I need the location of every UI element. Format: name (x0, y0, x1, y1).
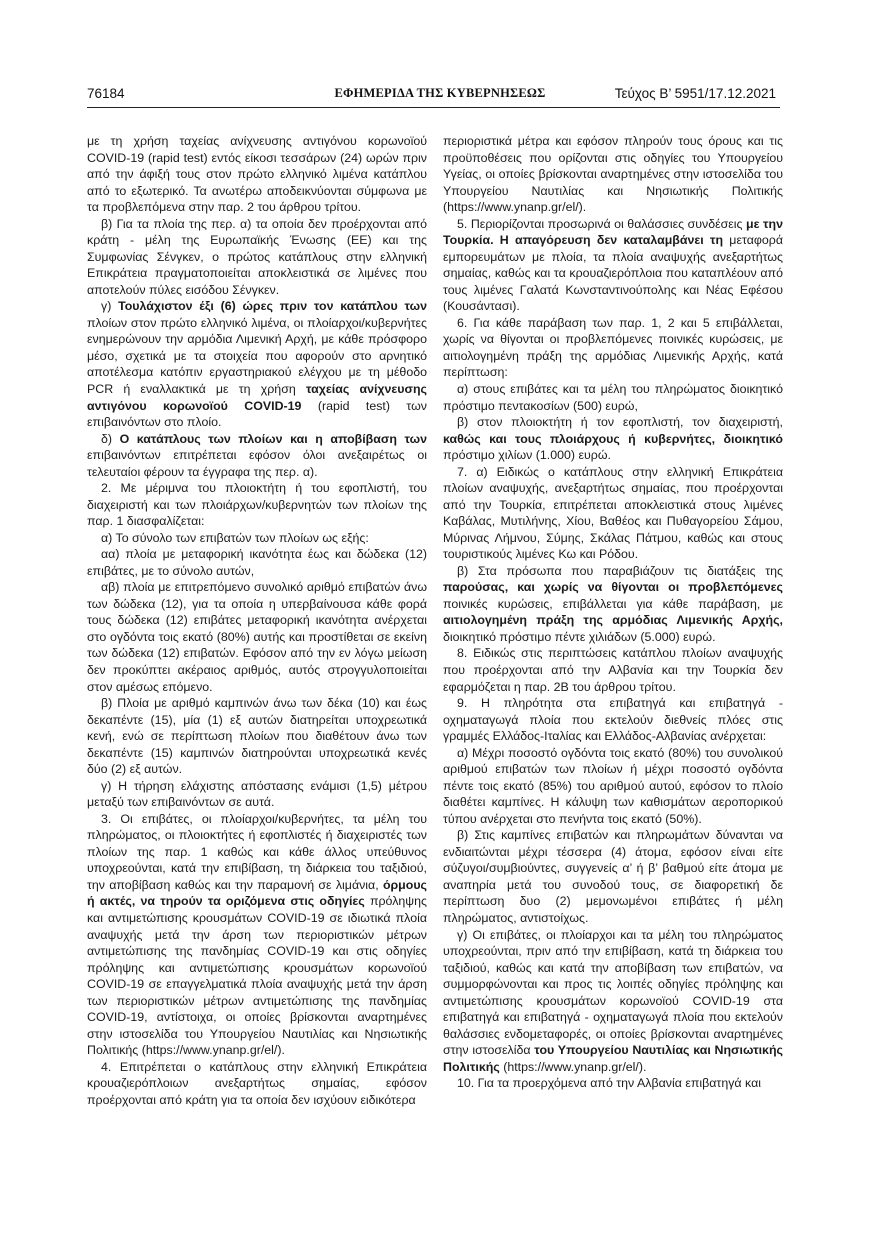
paragraph: αα) πλοία με μεταφορική ικανότητα έως και δώδεκα (12) επιβάτες, με το σύνολο αυτών, (87, 547, 427, 578)
bold-text: Τουλάχιστον έξι (6) ώρες πριν τον κατάπλου των (118, 299, 427, 314)
text-run: (https://www.ynanp.gr/el/). (499, 1059, 647, 1074)
bold-text: καθώς και τους πλοιάρχους ή κυβερνήτες, διοικητικό (443, 431, 783, 446)
paragraph: β) Για τα πλοία της περ. α) τα οποία δεν προέρχονται από κράτη - μέλη της Ευρωπαϊκής Ένωσης (ΕΕ) και της Συμφωνίας Σένγκεν, ο πρώτος κατάπλους στην ελληνική Επικράτεια πραγματοποιείται αποκλειστικά σε λιμένες που αποτελούν πύλες εισόδου Σένγκεν. (87, 216, 427, 297)
header-divider (87, 107, 780, 108)
page-number: 76184 (87, 86, 125, 101)
text-run: επιβαινόντων επιτρέπεται εφόσον όλοι ανεξαιρέτως οι τελευταίοι φέρουν τα έγγραφα της περ. α). (87, 448, 427, 479)
paragraph: α) Μέχρι ποσοστό ογδόντα τοις εκατό (80%) του συνολικού αριθμού επιβατών των πλοίων ή μέχρι ποσοστό ογδόντα πέντε τοις εκατό (85%) του αριθμού αυτού, εφόσον το πλοίο διαθέτει καμπίνες. Η κάλυψη των καθισμάτων αεροπορικού τύπου ανέρχεται στο πενήντα τοις εκατό (50%). (443, 745, 783, 826)
issue-number: Τεύχος Β’ 5951/17.12.2021 (614, 86, 776, 101)
text-run: πρόστιμο χιλίων (1.000) ευρώ. (443, 448, 611, 463)
paragraph: 2. Με μέριμνα του πλοιοκτήτη ή του εφοπλιστή, του διαχειριστή και των πλοιάρχων/κυβερνητών των πλοίων της παρ. 1 διασφαλίζεται: (87, 481, 427, 529)
paragraph: 8. Ειδικώς στις περιπτώσεις κατάπλου πλοίων αναψυχής που προέρχονται από την Αλβανία και την Τουρκία δεν εφαρμόζεται η παρ. 2Β του άρθρου τρίτου. (443, 646, 783, 694)
paragraph: 7. α) Ειδικώς ο κατάπλους στην ελληνική Επικράτεια πλοίων αναψυχής, ανεξαρτήτως σημαίας, που προέρχονται από την Τουρκία, επιτρέπεται αποκλειστικά στους λιμένες Καβάλας, Μυτιλήνης, Χίου, Βαθέος και Πυθαγορείου Σάμου, Μύρινας Λήμνου, Σύμης, Σκάλας Πάτμου, καθώς και στους τουριστικούς λιμένες Κω και Ρόδου. (443, 464, 783, 562)
paragraph: 6. Για κάθε παράβαση των παρ. 1, 2 και 5 επιβάλλεται, χωρίς να θίγονται οι προβλεπόμενες ποινικές κυρώσεις, με αιτιολογημένη πράξη της αρμόδιας Λιμενικής Αρχής, κατά περίπτωση: (443, 315, 783, 380)
text-run: ποινικές κυρώσεις, επιβάλλεται για κάθε παράβαση, με (443, 596, 783, 611)
text-run: διοικητικό πρόστιμο πέντε χιλιάδων (5.000) ευρώ. (443, 629, 716, 644)
text-run: γ) Οι επιβάτες, οι πλοίαρχοι και τα μέλη του πληρώματος υποχρεούνται, πριν από την επιβίβαση, κατά τη διάρκεια του ταξιδιού, καθώς και κατά την αποβίβαση των επιβατών, να συμμορφώνονται και προς τις λοιπές οδηγίες πρόληψης και αντιμετώπισης κρουσμάτων κορωνοϊού COVID-19 στα επιβατηγά και επιβατηγά - οχηματαγωγά πλοία που εκτελούν θαλάσσιες ενδομεταφορές, οι οποίες βρίσκονται αναρτημένες στην ιστοσελίδα (443, 927, 783, 1058)
bold-text: αιτιολογημένη πράξη της αρμόδιας Λιμενικής Αρχής, (443, 613, 783, 628)
paragraph (443, 216, 783, 315)
paragraph: 9. Η πληρότητα στα επιβατηγά και επιβατηγά - οχηματαγωγά πλοία που εκτελούν διεθνείς πλόες στις γραμμές Ελλάδος-Ιταλίας και Ελλάδος-Αλβανίας ανέρχεται: (443, 696, 783, 744)
text-run: πλοίων στον πρώτο ελληνικό λιμένα, οι πλοίαρχοι/κυβερνήτες ενημερώνουν την αρμόδια Λιμενική Αρχή, με κάθε πρόσφορο μέσο, σχετικά με τα στοιχεία που αφορούν στο αρνητικό αποτέλεσμα κατόπιν εργαστηριακού ελέγχου με τη μέθοδο PCR ή εναλλακτικά με τη χρήση (87, 315, 427, 396)
text-run: μεταφορά εμπορευμάτων με πλοία, τα πλοία αναψυχής ανεξαρτήτως σημαίας, καθώς και τα κρουαζιερόπλοια που καταπλέουν από τους λιμένες Γαλατά Κωνσταντινούπολης και Νέας Εφέσου (Κουσάντασι). (443, 233, 783, 314)
bold-text: όρμους ή ακτές, να τηρούν τα οριζόμενα στις οδηγίες (87, 877, 427, 909)
left-column (87, 133, 427, 1108)
text-run: δ) (101, 431, 120, 446)
paragraph: β) Πλοία με αριθμό καμπινών άνω των δέκα (10) και έως δεκαπέντε (15), μία (1) εξ αυτών διατηρείται υποχρεωτικά κενή, ενώ σε περίπτωση πλοίων που διαθέτουν άνω των δεκαπέντε (15) καμπινών διατηρούνται υποχρεωτικά κενές δύο (2) εξ αυτών. (87, 696, 427, 777)
paragraph (87, 431, 427, 481)
paragraph (443, 927, 783, 1076)
bold-text: με την Τουρκία. Η απαγόρευση δεν καταλαμβάνει τη (443, 216, 783, 248)
text-run: 5. Περιορίζονται προσωρινά οι θαλάσσιες συνδέσεις (457, 216, 747, 231)
paragraph (443, 563, 783, 646)
text-run: β) Στα πρόσωπα που παραβιάζουν τις διατάξεις της (457, 563, 783, 578)
bold-text: παρούσας, και χωρίς να θίγονται οι προβλεπόμενες (443, 580, 783, 595)
text-run: (rapid test) των επιβαινόντων στο πλοίο. (87, 398, 427, 430)
bold-text: του Υπουργείου Ναυτιλίας και Νησιωτικής Πολιτικής (443, 1043, 783, 1074)
text-run: πρόληψης και αντιμετώπισης κρουσμάτων COVID-19 σε ιδιωτικά πλοία αναψυχής μετά την άρση των περιοριστικών μέτρων αντιμετώπισης της πανδημίας COVID-19 και στις οδηγίες πρόληψης και αντιμετώπισης κρουσμάτων κορωνοϊού COVID-19 σε επαγγελματικά πλοία αναψυχής μετά την άρση των περιοριστικών μέτρων αντιμετώπισης της πανδημίας COVID-19, αντίστοιχα, οι οποίες βρίσκονται αναρτημένες στην ιστοσελίδα του Υπουργείου Ναυτιλίας και Νησιωτικής Πολιτικής (https://www.ynanp.gr/el/). (87, 894, 427, 1058)
paragraph: γ) Η τήρηση ελάχιστης απόστασης ενάμισι (1,5) μέτρου μεταξύ των επιβαινόντων σε αυτά. (87, 778, 427, 810)
paragraph: 10. Για τα προερχόμενα από την Αλβανία επιβατηγά και (457, 1076, 761, 1091)
paragraph: αβ) πλοία με επιτρεπόμενο συνολικό αριθμό επιβατών άνω των δώδεκα (12), για τα οποία η υπερβαίνουσα κάθε φορά τους δώδεκα (12) επιβάτες μεταφορική ικανότητα ανέρχεται στο ογδόντα τοις εκατό (80%) αυτής και προστίθεται σε εκείνη των δώδεκα (12) επιβατών. Εφόσον από την εν λόγω μείωση δεν προκύπτει ακέραιος αριθμός, αυτός στρογγυλοποιείται στον αμέσως επόμενο. (87, 580, 427, 694)
paragraph: 4. Επιτρέπεται ο κατάπλους στην ελληνική Επικράτεια κρουαζιερόπλοιων ανεξαρτήτως σημαίας, εφόσον προέρχονται από κράτη για τα οποία δεν ισχύουν ειδικότερα (87, 1059, 427, 1107)
text-run: 3. Οι επιβάτες, οι πλοίαρχοι/κυβερνήτες, τα μέλη του πληρώματος, οι πλοιοκτήτες ή εφοπλιστές ή διαχειριστές των πλοίων της παρ. 1 καθώς και κάθε άλλος υπεύθυνος υποχρεούνται, κατά την επιβίβαση, τη διάρκεια του ταξιδιού, την αποβίβαση καθώς και την παραμονή σε λιμάνια, (87, 811, 427, 892)
paragraph (87, 298, 427, 430)
right-column (443, 133, 783, 1092)
paragraph (87, 811, 427, 1059)
text-run: β) στον πλοιοκτήτη ή τον εφοπλιστή, τον διαχειριστή, (457, 415, 783, 430)
text-run: γ) (101, 299, 119, 314)
gazette-title: ΕΦΗΜΕΡΙΔΑ ΤΗΣ ΚΥΒΕΡΝΗΣΕΩΣ (334, 86, 546, 100)
paragraph: περιοριστικά μέτρα και εφόσον πληρούν τους όρους και τις προϋποθέσεις που ορίζονται στις οδηγίες του Υπουργείου Υγείας, οι οποίες βρίσκονται αναρτημένες στην ιστοσελίδα του Υπουργείου Ναυτιλίας και Νησιωτικής Πολιτικής (https://www.ynanp.gr/el/). (443, 134, 783, 215)
paragraph: α) Το σύνολο των επιβατών των πλοίων ως εξής: (101, 530, 369, 545)
paragraph: α) στους επιβάτες και τα μέλη του πληρώματος διοικητικό πρόστιμο πεντακοσίων (500) ευρώ, (443, 381, 783, 413)
paragraph: με τη χρήση ταχείας ανίχνευσης αντιγόνου κορωνοϊού COVID-19 (rapid test) εντός είκοσι τεσσάρων (24) ωρών πριν από την άφιξή τους στον πρώτο ελληνικό λιμένα κατάπλου από το εξωτερικό. Τα ανωτέρω αποδεικνύονται σύμφωνα με τα προβλεπόμενα στην παρ. 2 του άρθρου τρίτου. (87, 134, 427, 215)
bold-text: Ο κατάπλους των πλοίων και η αποβίβαση των (119, 431, 427, 446)
paragraph: β) Στις καμπίνες επιβατών και πληρωμάτων δύνανται να ενδιαιτώνται μέχρι τέσσερα (4) άτομα, εφόσον είναι είτε σύζυγοι/συμβιούντες, συγγενείς α’ ή β’ βαθμού είτε άτομα με αναπηρία μετά του συνοδού τους, σε διαφορετική δε περίπτωση δυο (2) μεμονωμένοι επιβάτες ή μέλη πληρώματος, αντιστοίχως. (443, 828, 783, 925)
paragraph (443, 414, 783, 464)
bold-text: ταχείας ανίχνευσης αντιγόνου κορωνοϊού COVID-19 (87, 381, 428, 413)
